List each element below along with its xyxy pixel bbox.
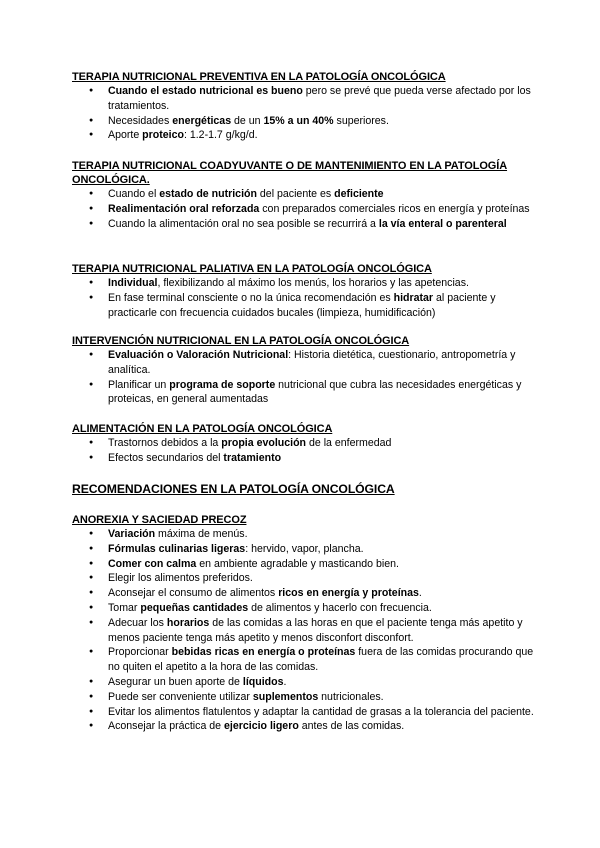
text-run: pero se prevé que pueda verse afectado por los tratamientos.	[108, 85, 531, 112]
bullet-item	[72, 436, 534, 451]
text-run: Trastornos debidos a la	[108, 437, 222, 449]
text-run: del paciente es	[256, 188, 335, 200]
section-preventiva	[72, 70, 534, 143]
bullet-item	[72, 586, 534, 601]
bold-text: pequeñas cantidades	[140, 601, 249, 614]
bold-text: Comer con calma	[108, 557, 197, 570]
section-heading: TERAPIA NUTRICIONAL PALIATIVA EN LA PATOLOGÍA ONCOLÓGICA	[72, 263, 432, 275]
text-run: Adecuar los	[108, 616, 167, 629]
text-run: nutricional que cubra las necesidades energéticas y proteicas, en general aumentadas	[108, 378, 522, 406]
section-recomendaciones	[72, 482, 534, 497]
text-run: de la enfermedad	[306, 437, 392, 449]
text-run: nutricionales.	[318, 690, 384, 703]
text-run: Aconsejar la práctica de	[108, 720, 225, 733]
bold-text: Cuando el estado nutricional es bueno	[108, 85, 303, 97]
bold-text: bebidas ricas en energía o proteínas	[171, 646, 356, 659]
bullet-item	[72, 276, 534, 291]
text-run: Necesidades	[108, 114, 173, 127]
text-run: fuera de las comidas procurando que no quiten el apetito a la hora de las comidas.	[108, 646, 534, 674]
bullet-item	[72, 645, 534, 675]
bold-text: Realimentación oral reforzada	[108, 202, 260, 215]
bold-text: estado de nutrición	[159, 188, 257, 200]
section-anorexia	[72, 513, 534, 734]
text-run: : 1.2-1.7 g/kg/d.	[183, 129, 258, 142]
bold-text: proteico	[142, 129, 184, 142]
bold-text: hidratar	[393, 291, 434, 304]
bold-text: propia evolución	[221, 437, 307, 449]
text-run: de un	[231, 114, 264, 127]
bullet-item	[72, 114, 534, 129]
bold-text: Evaluación o Valoración Nutricional	[108, 349, 289, 361]
text-run: Asegurar un buen aporte de	[108, 675, 243, 688]
bullet-item	[72, 719, 534, 734]
text-run: Puede ser conveniente utilizar	[108, 690, 253, 703]
bullet-item	[72, 601, 534, 616]
section-heading: TERAPIA NUTRICIONAL COADYUVANTE O DE MANTENIMIENTO EN LA PATOLOGÍA ONCOLÓGICA.	[72, 160, 508, 186]
section-heading: ANOREXIA Y SACIEDAD PRECOZ	[72, 514, 247, 526]
text-run: superiores.	[333, 114, 389, 127]
bold-text: la vía enteral o parenteral	[378, 217, 507, 230]
bullet-item	[72, 202, 534, 217]
text-run: Cuando el	[108, 188, 160, 200]
bullet-item	[72, 84, 534, 114]
text-run: .	[283, 675, 287, 688]
bold-text: tratamiento	[223, 451, 282, 464]
section-heading: INTERVENCIÓN NUTRICIONAL EN LA PATOLOGÍA ONCOLÓGICA	[72, 335, 410, 347]
text-run: de las comidas a las horas en que el paciente tenga más apetito y menos paciente tenga más apetito y menos disconfort disconfort.	[108, 616, 523, 644]
section-coadyuvante	[72, 159, 534, 231]
bullet-item	[72, 675, 534, 690]
section-paliativa	[72, 262, 534, 320]
bullet-item	[72, 378, 534, 408]
bold-text: Individual	[108, 277, 158, 289]
bold-text: Fórmulas culinarias ligeras	[108, 542, 246, 555]
bold-text: horarios	[166, 616, 210, 629]
text-run: : Historia dietética, cuestionario, antropometría y analítica.	[108, 349, 516, 376]
text-run: al paciente y practicarle con frecuencia cuidados bucales (limpieza, humidificación)	[108, 291, 496, 319]
bullet-item	[72, 527, 534, 542]
bullet-list	[72, 187, 534, 231]
bold-text: Variación	[108, 528, 156, 540]
bullet-item	[72, 451, 534, 466]
bold-text: líquidos	[242, 675, 284, 688]
text-run: Planificar un	[108, 378, 170, 391]
section-heading: RECOMENDACIONES EN LA PATOLOGÍA ONCOLÓGICA	[72, 482, 395, 496]
bullet-list	[72, 348, 534, 407]
bold-text: suplementos	[252, 690, 319, 703]
text-run: En fase terminal consciente o no la única recomendación es	[108, 291, 394, 304]
text-run: .	[418, 587, 422, 600]
bullet-item	[72, 542, 534, 557]
section-heading: ALIMENTACIÓN EN LA PATOLOGÍA ONCOLÓGICA	[72, 423, 333, 435]
text-run: antes de las comidas.	[298, 720, 405, 733]
text-run: máxima de menús.	[155, 528, 248, 540]
bullet-item	[72, 705, 534, 720]
bullet-item	[72, 291, 534, 321]
text-run: de alimentos y hacerlo con frecuencia.	[248, 601, 432, 614]
bold-text: deficiente	[334, 188, 384, 200]
text-run: Cuando la alimentación oral no sea posible se recurrirá a	[108, 217, 379, 230]
bullet-item	[72, 690, 534, 705]
text-run: con preparados comerciales ricos en energía y proteínas	[259, 202, 530, 215]
section-heading: TERAPIA NUTRICIONAL PREVENTIVA EN LA PATOLOGÍA ONCOLÓGICA	[72, 71, 446, 83]
text-run: Proporcionar	[108, 646, 172, 659]
bullet-list	[72, 527, 534, 734]
text-run: , flexibilizando al máximo los menús, los horarios y las apetencias.	[157, 277, 469, 289]
text-run: Aconsejar el consumo de alimentos	[108, 587, 279, 600]
bullet-item	[72, 616, 534, 646]
bullet-list	[72, 84, 534, 143]
section-alimentacion	[72, 422, 534, 466]
bullet-item	[72, 557, 534, 572]
text-run: Evitar los alimentos flatulentos y adaptar la cantidad de grasas a la tolerancia del paciente.	[108, 705, 534, 718]
bullet-item	[72, 571, 534, 586]
bold-text: 15% a un 40%	[263, 114, 334, 127]
bullet-item	[72, 348, 534, 378]
text-run: Efectos secundarios del	[108, 451, 224, 464]
text-run: : hervido, vapor, plancha.	[245, 542, 364, 555]
text-run: en ambiente agradable y masticando bien.	[196, 557, 399, 570]
bold-text: ricos en energía y proteínas	[278, 587, 419, 600]
section-intervencion	[72, 334, 534, 407]
bullet-item	[72, 217, 534, 232]
bullet-item	[72, 187, 534, 202]
bullet-list	[72, 276, 534, 320]
bold-text: energéticas	[172, 114, 232, 127]
bold-text: ejercicio ligero	[224, 720, 299, 733]
text-run: Aporte	[108, 129, 143, 142]
bullet-item	[72, 128, 534, 143]
bold-text: programa de soporte	[169, 378, 276, 391]
text-run: Tomar	[108, 601, 141, 614]
bullet-list	[72, 436, 534, 466]
text-run: Elegir los alimentos preferidos.	[108, 572, 253, 585]
